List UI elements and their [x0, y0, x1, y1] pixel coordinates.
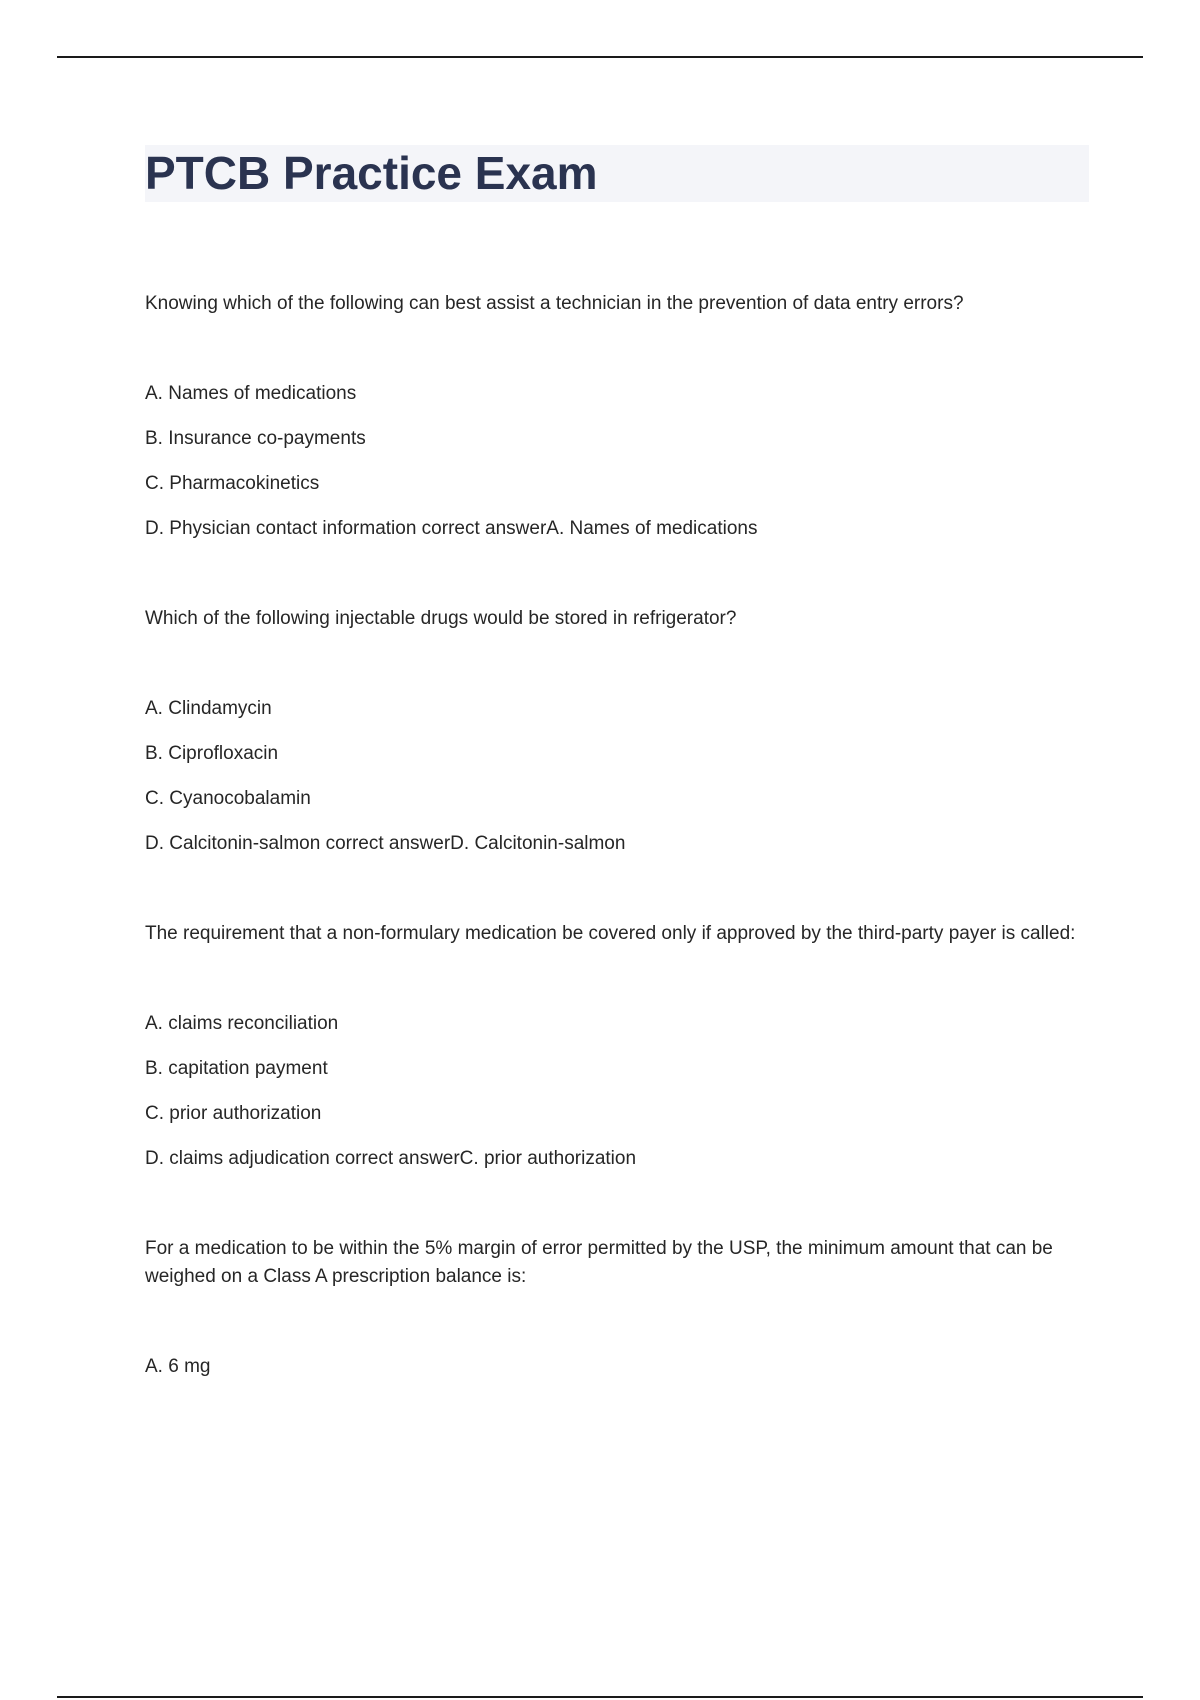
- question-3: The requirement that a non-formulary medication be covered only if approved by the third-party payer is called:: [145, 923, 1076, 944]
- question-4-options: [145, 1353, 1085, 1381]
- question-2-option-b: B. Ciprofloxacin: [145, 743, 279, 764]
- question-1-option-a: A. Names of medications: [145, 383, 357, 404]
- question-2-option-d: D. Calcitonin-salmon correct answerD. Calcitonin-salmon: [145, 833, 626, 854]
- question-3-options: [145, 1010, 1085, 1173]
- question-4: For a medication to be within the 5% margin of error permitted by the USP, the minimum amount that can be weighed on a Class A prescription balance is:: [145, 1238, 1053, 1287]
- question-3-option-b: B. capitation payment: [145, 1058, 328, 1079]
- document-body: [145, 290, 1085, 1443]
- page-title: PTCB Practice Exam: [145, 147, 598, 199]
- question-1-option-b: B. Insurance co-payments: [145, 428, 366, 449]
- question-2-options: [145, 695, 1085, 858]
- question-1-option-d: D. Physician contact information correct answerA. Names of medications: [145, 518, 758, 539]
- top-divider: [57, 56, 1143, 58]
- question-3-option-d: D. claims adjudication correct answerC. prior authorization: [145, 1148, 637, 1169]
- question-1-options: [145, 380, 1085, 543]
- question-2-option-c: C. Cyanocobalamin: [145, 788, 311, 809]
- question-1-option-c: C. Pharmacokinetics: [145, 473, 320, 494]
- question-2-option-a: A. Clindamycin: [145, 698, 272, 719]
- question-4-option-a: A. 6 mg: [145, 1356, 211, 1377]
- question-3-option-c: C. prior authorization: [145, 1103, 322, 1124]
- question-1: Knowing which of the following can best assist a technician in the prevention of data entry errors?: [145, 293, 964, 314]
- bottom-divider: [57, 1696, 1143, 1698]
- question-3-option-a: A. claims reconciliation: [145, 1013, 339, 1034]
- question-2: Which of the following injectable drugs would be stored in refrigerator?: [145, 608, 737, 629]
